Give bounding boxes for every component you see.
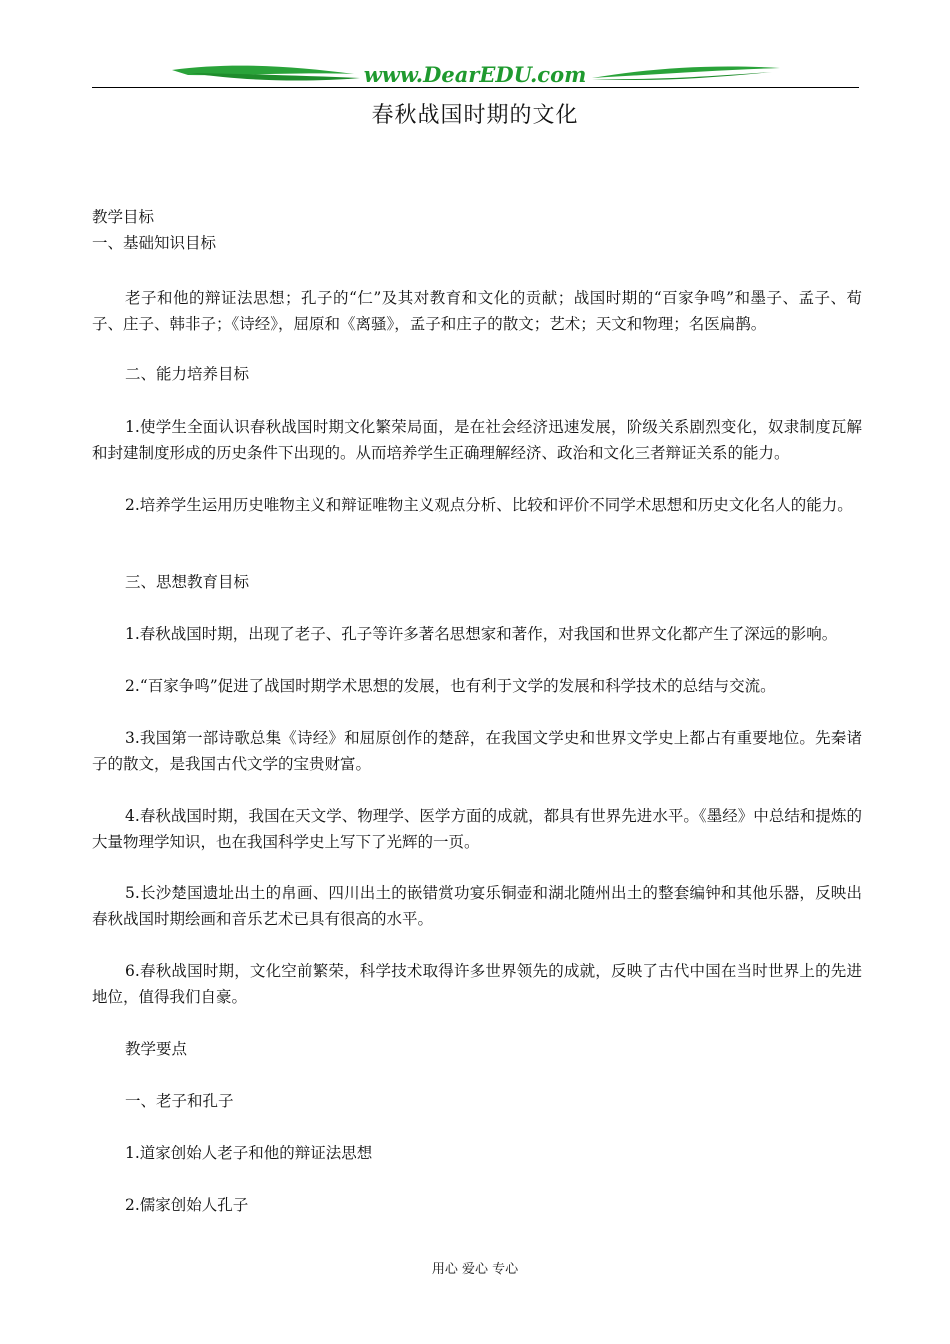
site-url: www.DearEDU.com xyxy=(363,62,587,87)
section3-item-3: 3.我国第一部诗歌总集《诗经》和屈原创作的楚辞，在我国文学史和世界文学史上都占有重要地位。先秦诸子的散文，是我国古代文学的宝贵财富。 xyxy=(92,729,862,773)
section2-heading: 二、能力培养目标 xyxy=(125,365,250,383)
header-banner xyxy=(92,58,859,90)
leaf-swoosh-icon xyxy=(92,58,859,90)
section3-item-2: 2.“百家争鸣”促进了战国时期学术思想的发展，也有利于文学的发展和科学技术的总结与交流。 xyxy=(125,677,776,695)
document-title: 春秋战国时期的文化 xyxy=(371,103,579,128)
page-footer: 用心 爱心 专心 xyxy=(431,1262,519,1277)
section3-heading: 三、思想教育目标 xyxy=(125,573,250,591)
section3-item-6: 6.春秋战国时期，文化空前繁荣，科学技术取得许多世界领先的成就，反映了古代中国在当时世界上的先进地位，值得我们自豪。 xyxy=(92,962,862,1006)
section3-item-5: 5.长沙楚国遗址出土的帛画、四川出土的嵌错赏功宴乐铜壶和湖北随州出土的整套编钟和其他乐器，反映出春秋战国时期绘画和音乐艺术已具有很高的水平。 xyxy=(92,884,862,928)
section3-item-1: 1.春秋战国时期，出现了老子、孔子等许多著名思想家和著作，对我国和世界文化都产生了深远的影响。 xyxy=(125,625,838,643)
key-points-item-1: 1.道家创始人老子和他的辩证法思想 xyxy=(125,1144,373,1162)
section2-item-2: 2.培养学生运用历史唯物主义和辩证唯物主义观点分析、比较和评价不同学术思想和历史文化名人的能力。 xyxy=(125,496,853,514)
section1-heading: 一、基础知识目标 xyxy=(92,234,217,252)
section2-item-1: 1.使学生全面认识春秋战国时期文化繁荣局面，是在社会经济迅速发展，阶级关系剧烈变化，奴隶制度瓦解和封建制度形成的历史条件下出现的。从而培养学生正确理解经济、政治和文化三者辩证关系的能力。 xyxy=(92,418,862,462)
header-rule xyxy=(92,87,859,88)
section1-paragraph: 老子和他的辩证法思想；孔子的“仁”及其对教育和文化的贡献；战国时期的“百家争鸣”和墨子、孟子、荀子、庄子、韩非子；《诗经》，屈原和《离骚》，孟子和庄子的散文；艺术；天文和物理；名医扁鹊。 xyxy=(92,289,862,333)
key-points-section1: 一、老子和孔子 xyxy=(125,1092,234,1110)
key-points-heading: 教学要点 xyxy=(125,1040,188,1058)
teaching-goals-heading: 教学目标 xyxy=(92,208,155,226)
section3-item-4: 4.春秋战国时期，我国在天文学、物理学、医学方面的成就，都具有世界先进水平。《墨经》中总结和提炼的大量物理学知识，也在我国科学史上写下了光辉的一页。 xyxy=(92,807,862,851)
key-points-item-2: 2.儒家创始人孔子 xyxy=(125,1196,249,1214)
